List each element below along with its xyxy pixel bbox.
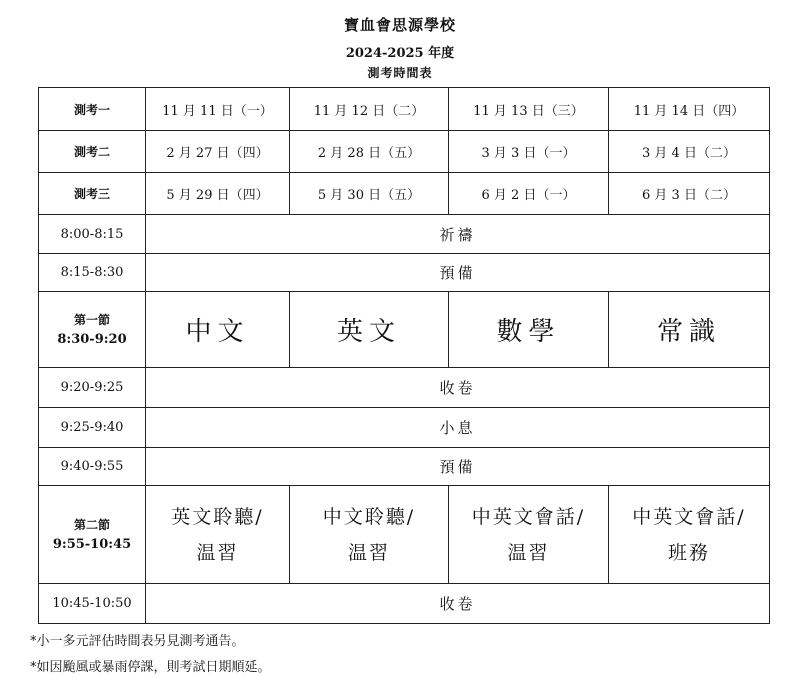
session-label <box>39 486 146 584</box>
school-name: 寶血會思源學校 <box>343 16 456 34</box>
session-label <box>39 292 146 368</box>
subject-cell: 中文 <box>146 292 290 368</box>
subject-line: 温習 <box>507 541 550 564</box>
assessment-date: 2 月 27 日（四） <box>146 131 290 173</box>
rest-row <box>39 408 770 448</box>
assessment-date: 6 月 2 日（一） <box>449 173 609 215</box>
session-name: 第一節 <box>73 312 110 327</box>
activity: 預備 <box>146 448 770 486</box>
subject-line: 温習 <box>196 541 239 564</box>
time-slot: 8:00-8:15 <box>39 215 146 254</box>
activity: 收卷 <box>146 368 770 408</box>
assessment-date: 5 月 29 日（四） <box>146 173 290 215</box>
subject-line: 中英文會話/ <box>471 505 586 528</box>
time-slot: 9:20-9:25 <box>39 368 146 408</box>
assessment-date: 3 月 4 日（二） <box>609 131 770 173</box>
subject-cell <box>146 486 290 584</box>
exam-timetable <box>38 87 770 624</box>
assessment-date: 3 月 3 日（一） <box>449 131 609 173</box>
assessment-label: 測考三 <box>39 173 146 215</box>
assessment-date: 11 月 11 日（一） <box>146 88 290 131</box>
assessment-date: 5 月 30 日（五） <box>290 173 449 215</box>
assessment-label: 測考二 <box>39 131 146 173</box>
subject-line: 中文聆聽/ <box>322 505 416 528</box>
subject-line: 英文聆聽/ <box>171 505 264 528</box>
footnote: *小一多元評估時間表另見測考通告。 <box>30 634 245 649</box>
collect-row-2 <box>39 584 770 624</box>
time-slot: 9:25-9:40 <box>39 408 146 448</box>
session-time: 8:30-9:20 <box>57 331 127 347</box>
footnote: *如因颱風或暴雨停課，則考試日期順延。 <box>30 660 271 675</box>
assessment-date: 6 月 3 日（二） <box>609 173 770 215</box>
activity: 預備 <box>146 254 770 292</box>
prayer-row <box>39 215 770 254</box>
activity: 祈禱 <box>146 215 770 254</box>
subject-cell <box>290 486 449 584</box>
time-slot: 9:40-9:55 <box>39 448 146 486</box>
subject-line: 中英文會話/ <box>632 505 746 528</box>
session-2-row <box>39 486 770 584</box>
document-title: 測考時間表 <box>367 66 433 80</box>
subject-line: 温習 <box>347 541 390 564</box>
subject-cell <box>449 486 609 584</box>
collect-row-1 <box>39 368 770 408</box>
subject-cell: 英文 <box>290 292 449 368</box>
assessment-row-3 <box>39 173 770 215</box>
assessment-label: 測考一 <box>39 88 146 131</box>
time-slot: 10:45-10:50 <box>39 584 146 624</box>
prep-row-2 <box>39 448 770 486</box>
assessment-date: 11 月 14 日（四） <box>609 88 770 131</box>
subject-line: 班務 <box>667 541 710 564</box>
activity: 收卷 <box>146 584 770 624</box>
time-slot: 8:15-8:30 <box>39 254 146 292</box>
session-1-row <box>39 292 770 368</box>
academic-year: 2024-2025 年度 <box>345 46 455 61</box>
subject-cell: 常識 <box>609 292 770 368</box>
assessment-date: 2 月 28 日（五） <box>290 131 449 173</box>
assessment-date: 11 月 12 日（二） <box>290 88 449 131</box>
subject-cell: 數學 <box>449 292 609 368</box>
session-time: 9:55-10:45 <box>52 536 132 552</box>
activity: 小息 <box>146 408 770 448</box>
subject-cell <box>609 486 770 584</box>
assessment-row-1 <box>39 88 770 131</box>
session-name: 第二節 <box>73 517 110 532</box>
assessment-row-2 <box>39 131 770 173</box>
prep-row-1 <box>39 254 770 292</box>
assessment-date: 11 月 13 日（三） <box>449 88 609 131</box>
